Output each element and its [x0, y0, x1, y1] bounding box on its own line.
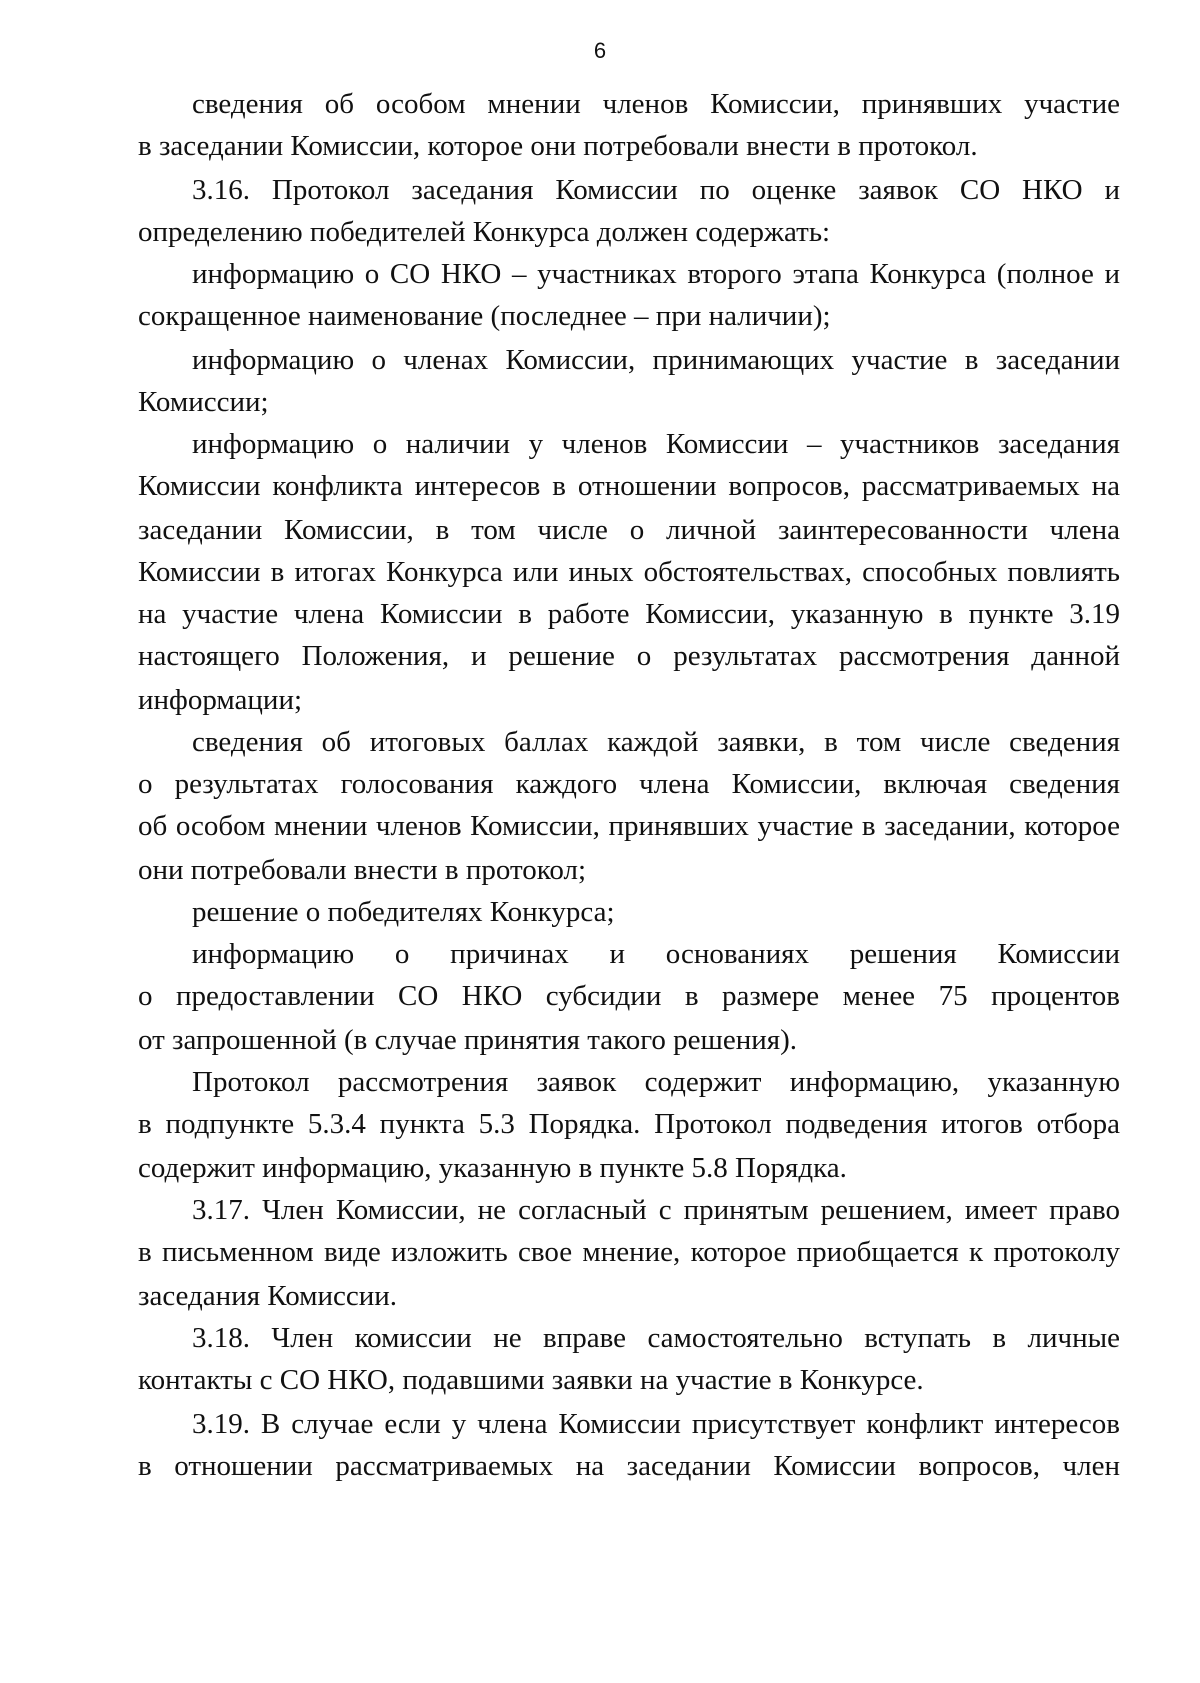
- page-number: 6: [593, 38, 607, 63]
- text-line: Комиссии в итогах Конкурса или иных обстоятельствах, способных повлиять: [138, 556, 1120, 588]
- text-line: заседании Комиссии, в том числе о личной заинтересованности члена: [138, 514, 1120, 546]
- text-line: Комиссии конфликта интересов в отношении вопросов, рассматриваемых на: [138, 470, 1120, 502]
- text-line: о результатах голосования каждого члена Комиссии, включая сведения: [138, 768, 1120, 800]
- text-line: информации;: [138, 684, 303, 716]
- text-line: об особом мнении членов Комиссии, принявших участие в заседании, которое: [138, 810, 1120, 842]
- text-line: информацию о СО НКО – участниках второго этапа Конкурса (полное и: [192, 258, 1120, 290]
- text-line: в письменном виде изложить свое мнение, которое приобщается к протоколу: [138, 1236, 1120, 1268]
- text-line: решение о победителях Конкурса;: [192, 896, 615, 928]
- text-line: настоящего Положения, и решение о результатах рассмотрения данной: [138, 640, 1120, 672]
- text-line: определению победителей Конкурса должен содержать:: [138, 216, 831, 248]
- text-line: 3.18. Член комиссии не вправе самостоятельно вступать в личные: [192, 1322, 1120, 1354]
- text-line: информацию о наличии у членов Комиссии – участников заседания: [192, 428, 1120, 460]
- text-line: сведения об итоговых баллах каждой заявки, в том числе сведения: [192, 726, 1120, 758]
- text-line: о предоставлении СО НКО субсидии в размере менее 75 процентов: [138, 980, 1120, 1012]
- text-line: информацию о причинах и основаниях решения Комиссии: [192, 938, 1120, 970]
- text-line: содержит информацию, указанную в пункте 5.8 Порядка.: [138, 1152, 847, 1184]
- text-line: 3.19. В случае если у члена Комиссии присутствует конфликт интересов: [192, 1408, 1120, 1440]
- text-line: сокращенное наименование (последнее – при наличии);: [138, 300, 831, 332]
- text-line: в подпункте 5.3.4 пункта 5.3 Порядка. Протокол подведения итогов отбора: [138, 1108, 1120, 1140]
- text-line: от запрошенной (в случае принятия такого решения).: [138, 1024, 798, 1056]
- text-line: в отношении рассматриваемых на заседании Комиссии вопросов, член: [138, 1450, 1120, 1482]
- text-line: 3.17. Член Комиссии, не согласный с принятым решением, имеет право: [192, 1194, 1120, 1226]
- text-line: Комиссии;: [138, 386, 269, 418]
- text-line: на участие члена Комиссии в работе Комиссии, указанную в пункте 3.19: [138, 598, 1120, 630]
- text-line: информацию о членах Комиссии, принимающих участие в заседании: [192, 344, 1120, 376]
- text-line: 3.16. Протокол заседания Комиссии по оценке заявок СО НКО и: [192, 174, 1120, 206]
- text-line: Протокол рассмотрения заявок содержит информацию, указанную: [192, 1066, 1120, 1098]
- text-line: они потребовали внести в протокол;: [138, 854, 587, 886]
- text-line: сведения об особом мнении членов Комиссии, принявших участие: [192, 88, 1120, 120]
- text-line: заседания Комиссии.: [138, 1280, 398, 1312]
- text-line: в заседании Комиссии, которое они потребовали внести в протокол.: [138, 130, 978, 162]
- text-line: контакты с СО НКО, подавшими заявки на участие в Конкурсе.: [138, 1364, 924, 1396]
